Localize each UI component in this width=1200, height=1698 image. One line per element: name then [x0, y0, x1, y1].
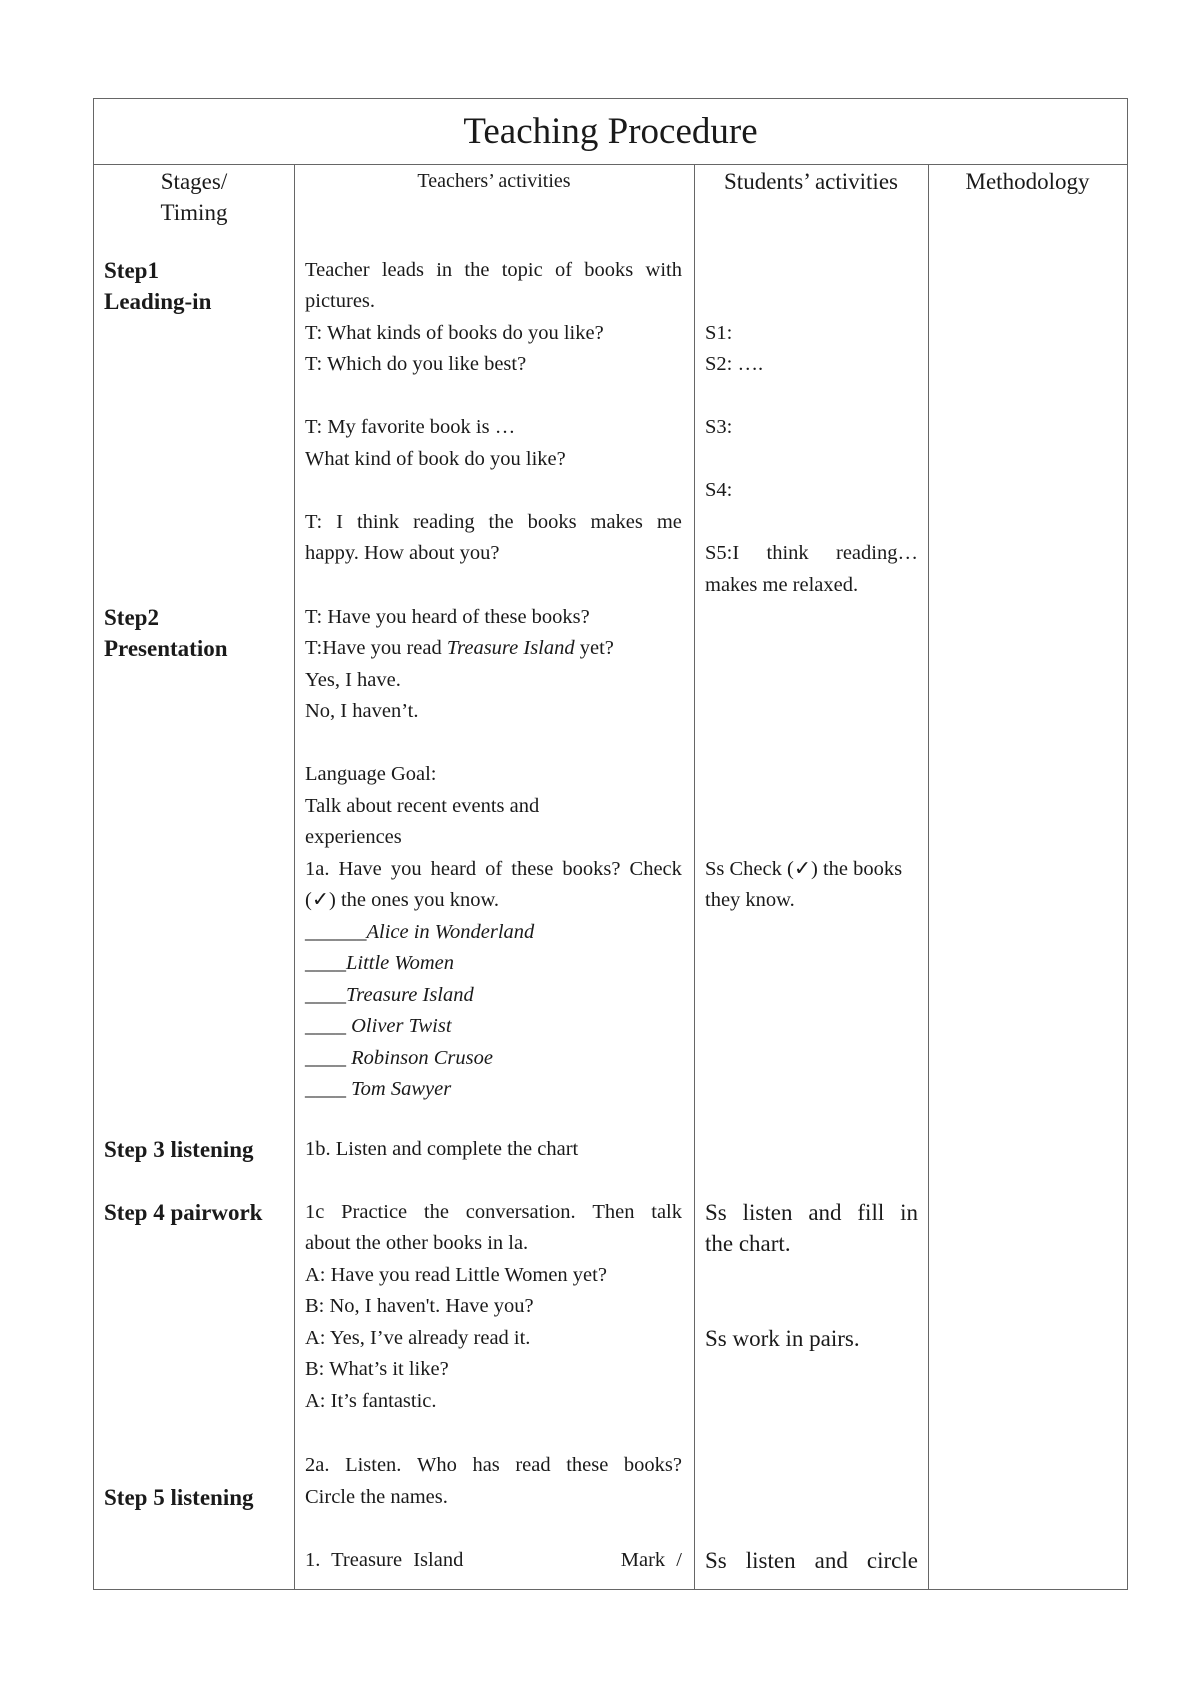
teacher-line: T: Which do you like best?: [305, 353, 527, 375]
teacher-line: Yes, I have.: [305, 669, 401, 691]
book-option: [305, 1074, 451, 1105]
student-line: S3:: [705, 416, 733, 438]
word: think: [356, 511, 400, 533]
dialogue-line: B: What’s it like?: [305, 1358, 449, 1380]
teacher-line: experiences: [305, 826, 402, 848]
stages-header-line: Stages/: [160, 169, 228, 194]
teacher-line: about the other books in la.: [305, 1232, 529, 1254]
word: 2a.: [305, 1454, 330, 1476]
teacher-line: [305, 1545, 682, 1576]
teacher-line: T: Have you heard of these books?: [305, 606, 590, 628]
word: Teacher: [305, 259, 370, 281]
word: books: [527, 511, 577, 533]
dialogue-line: A: Yes, I’ve already read it.: [305, 1327, 531, 1349]
student-line: [705, 1197, 918, 1228]
teacher-line: (✓) the ones you know.: [305, 889, 500, 911]
student-line: [705, 538, 918, 569]
book-option: [305, 948, 454, 979]
teacher-line: No, I haven’t.: [305, 700, 419, 722]
word: in: [900, 1200, 918, 1225]
teacher-line: [305, 1197, 682, 1228]
word: these: [566, 1454, 609, 1476]
book-title: Oliver Twist: [351, 1015, 452, 1037]
teacher-line: What kind of book do you like?: [305, 448, 566, 470]
word: Check: [629, 858, 682, 880]
word: Practice: [341, 1201, 408, 1223]
step4-label: Step 4 pairwork: [104, 1200, 263, 1225]
student-line: they know.: [705, 889, 795, 911]
blank: ____: [305, 1047, 352, 1069]
word: the: [464, 259, 490, 281]
word: Have: [338, 858, 382, 880]
teacher-line: Talk about recent events and: [305, 795, 540, 817]
blank: ____: [305, 1078, 352, 1100]
blank: ____: [305, 952, 346, 974]
word: and: [814, 1548, 848, 1573]
blank: ______: [305, 921, 367, 943]
step1-name: Leading-in: [104, 289, 212, 314]
teacher-line: [305, 507, 682, 538]
table-title: Teaching Procedure: [94, 99, 1127, 165]
word: listen: [745, 1548, 796, 1573]
students-header: Students’ activities: [724, 169, 898, 194]
word: think: [766, 542, 809, 564]
student-line: makes me relaxed.: [705, 574, 859, 596]
word: reading…: [836, 542, 918, 564]
word: of: [554, 259, 573, 281]
step2-label: Step2: [104, 605, 159, 630]
teacher-line: [305, 854, 682, 885]
book-option: [305, 1043, 493, 1074]
word: reading: [413, 511, 475, 533]
word: Ss: [705, 1200, 727, 1225]
teachers-column: [294, 164, 694, 1589]
stages-header: [94, 164, 294, 228]
word: read: [515, 1454, 551, 1476]
word: of: [485, 858, 503, 880]
word: leads: [381, 259, 424, 281]
word: with: [645, 259, 682, 281]
teacher-line: [305, 1450, 682, 1481]
word: makes: [590, 511, 643, 533]
word: Ss: [705, 1548, 727, 1573]
word: the: [423, 1201, 449, 1223]
text: Mark /: [620, 1549, 682, 1571]
word: topic: [501, 259, 543, 281]
teacher-line: Language Goal:: [305, 763, 437, 785]
dialogue-line: B: No, I haven't. Have you?: [305, 1295, 534, 1317]
student-line: S2: ….: [705, 353, 764, 375]
dialogue-line: A: Have you read Little Women yet?: [305, 1264, 607, 1286]
timing-header-line: Timing: [160, 200, 228, 225]
word: Listen.: [345, 1454, 402, 1476]
stages-column: [94, 164, 294, 1589]
word: fill: [857, 1200, 885, 1225]
word: 1a.: [305, 858, 330, 880]
word: listen: [742, 1200, 793, 1225]
word: T:: [305, 511, 323, 533]
text: T:Have you read: [305, 637, 447, 659]
teacher-line: 1b. Listen and complete the chart: [305, 1138, 579, 1160]
book-title: Treasure Island: [446, 637, 575, 659]
word: the: [488, 511, 514, 533]
step5-label: Step 5 listening: [104, 1485, 254, 1510]
book-option: [305, 1011, 452, 1042]
teacher-line: [305, 255, 682, 286]
word: Who: [417, 1454, 457, 1476]
word: heard: [430, 858, 477, 880]
teacher-line: happy. How about you?: [305, 542, 500, 564]
book-title: Robinson Crusoe: [351, 1047, 493, 1069]
teaching-procedure-table: [93, 98, 1128, 1590]
word: Then: [592, 1201, 635, 1223]
blank: ____: [305, 1015, 352, 1037]
teacher-line: T: My favorite book is …: [305, 416, 516, 438]
book-title: Little Women: [346, 952, 455, 974]
methodology-header: Methodology: [965, 169, 1090, 194]
methodology-column: [928, 164, 1127, 1589]
dialogue-line: A: It’s fantastic.: [305, 1390, 437, 1412]
book-title: Tom Sawyer: [351, 1078, 452, 1100]
word: has: [472, 1454, 500, 1476]
text: 1. Treasure Island: [305, 1549, 464, 1571]
teacher-line: [305, 633, 614, 664]
book-title: Treasure Island: [346, 984, 474, 1006]
student-line: the chart.: [705, 1231, 791, 1256]
word: conversation.: [465, 1201, 576, 1223]
step2-name: Presentation: [104, 636, 228, 661]
step3-label: Step 3 listening: [104, 1137, 254, 1162]
teacher-line: Circle the names.: [305, 1486, 448, 1508]
word: S5:I: [705, 542, 740, 564]
word: these: [511, 858, 554, 880]
teacher-line: pictures.: [305, 290, 376, 312]
book-option: [305, 980, 474, 1011]
student-line: Ss work in pairs.: [705, 1326, 860, 1351]
book-title: Alice in Wonderland: [366, 921, 535, 943]
student-line: [705, 1545, 918, 1576]
book-option: [305, 917, 534, 948]
blank: ____: [305, 984, 346, 1006]
word: 1c: [305, 1201, 325, 1223]
students-column: [694, 164, 928, 1589]
word: books: [584, 259, 634, 281]
word: circle: [866, 1548, 918, 1573]
word: in: [436, 259, 453, 281]
word: books?: [562, 858, 621, 880]
word: you: [390, 858, 422, 880]
student-line: S4:: [705, 479, 733, 501]
teachers-header: Teachers’ activities: [417, 170, 571, 192]
word: talk: [651, 1201, 682, 1223]
teacher-line: T: What kinds of books do you like?: [305, 322, 604, 344]
student-line: Ss Check (✓) the books: [705, 858, 903, 880]
word: books?: [623, 1454, 682, 1476]
student-line: S1:: [705, 322, 733, 344]
text: yet?: [574, 637, 614, 659]
word: me: [656, 511, 682, 533]
step1-label: Step1: [104, 258, 159, 283]
word: I: [336, 511, 343, 533]
word: and: [808, 1200, 842, 1225]
